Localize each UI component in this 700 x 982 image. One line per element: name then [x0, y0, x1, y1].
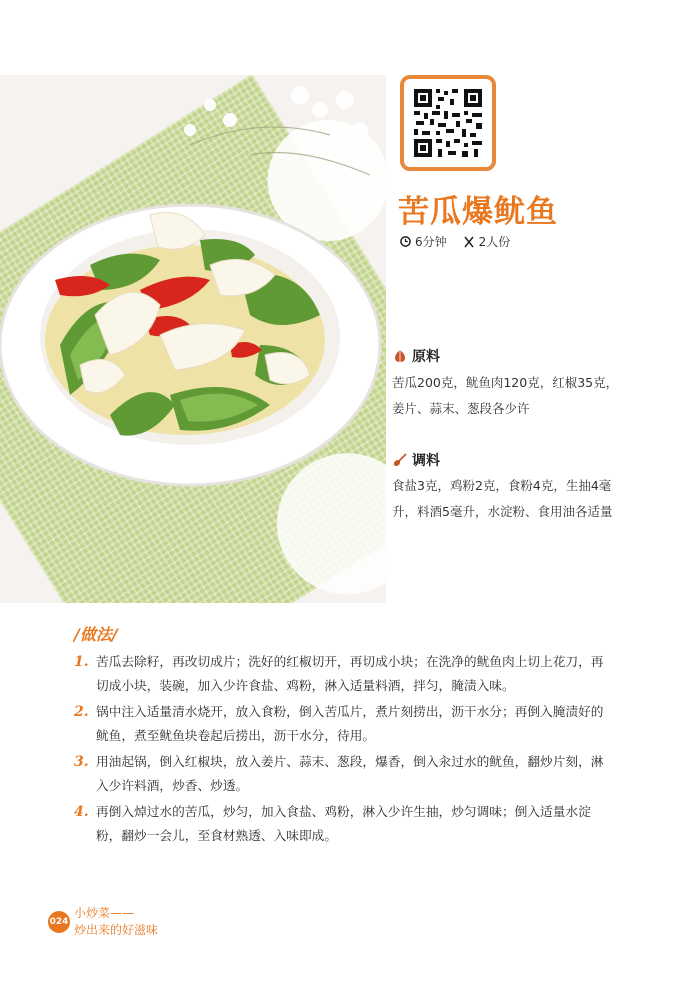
step-item	[74, 700, 614, 748]
step-number: 3.	[74, 754, 89, 770]
page-number: 024	[48, 911, 70, 933]
ingredients-text: 苦瓜200克，鱿鱼肉120克，红椒35克，姜片、蒜末、葱段各少许	[392, 375, 619, 416]
step-number: 2.	[74, 704, 89, 720]
step-text: 用油起锅，倒入红椒块，放入姜片、蒜末、葱段，爆香，倒入汆过水的鱿鱼，翻炒片刻，淋入少许料酒，炒香、炒透。	[96, 754, 604, 793]
qr-code[interactable]	[400, 75, 496, 171]
clock-icon	[400, 236, 411, 247]
seasonings-heading	[392, 450, 440, 470]
page-footer	[48, 905, 158, 939]
recipe-title: 苦瓜爆鱿鱼	[398, 194, 558, 230]
recipe-meta	[400, 233, 510, 250]
ingredients-heading	[392, 346, 440, 366]
dish-photo	[0, 75, 386, 603]
footer-line-2: 炒出来的好滋味	[74, 923, 159, 937]
utensils-icon	[463, 236, 475, 248]
method-steps	[74, 650, 614, 850]
method-heading: /做法/	[74, 625, 118, 644]
seasonings-text: 食盐3克，鸡粉2克，食粉4克，生抽4毫升，料酒5毫升，水淀粉、食用油各适量	[392, 478, 613, 519]
step-text: 锅中注入适量清水烧开，放入食粉，倒入苦瓜片，煮片刻捞出，沥干水分；再倒入腌渍好的鱿鱼，煮至鱿鱼块卷起后捞出，沥干水分，待用。	[96, 704, 604, 743]
seasonings-heading-label: 调料	[412, 453, 440, 469]
servings-value: 2人份	[478, 235, 511, 249]
step-text: 苦瓜去除籽，再改切成片；洗好的红椒切开，再切成小块；在洗净的鱿鱼肉上切上花刀，再切成小块，装碗，加入少许食盐、鸡粉，淋入适量料酒，拌匀，腌渍入味。	[96, 654, 604, 693]
spoon-icon	[392, 452, 408, 468]
qr-code-icon	[412, 87, 484, 159]
step-number: 1.	[74, 654, 89, 670]
footer-line-1: 小炒菜——	[74, 906, 135, 920]
step-item	[74, 650, 614, 698]
step-item	[74, 800, 614, 848]
ingredients-heading-label: 原料	[412, 349, 440, 365]
servings-item	[463, 233, 511, 250]
time-item	[400, 233, 447, 250]
step-number: 4.	[74, 804, 89, 820]
footer-text	[74, 905, 158, 939]
garlic-icon	[392, 348, 408, 364]
step-item	[74, 750, 614, 798]
time-value: 6分钟	[415, 235, 447, 249]
step-text: 再倒入焯过水的苦瓜，炒匀，加入食盐、鸡粉，淋入少许生抽，炒匀调味；倒入适量水淀粉，翻炒一会儿，至食材熟透、入味即成。	[96, 804, 591, 843]
